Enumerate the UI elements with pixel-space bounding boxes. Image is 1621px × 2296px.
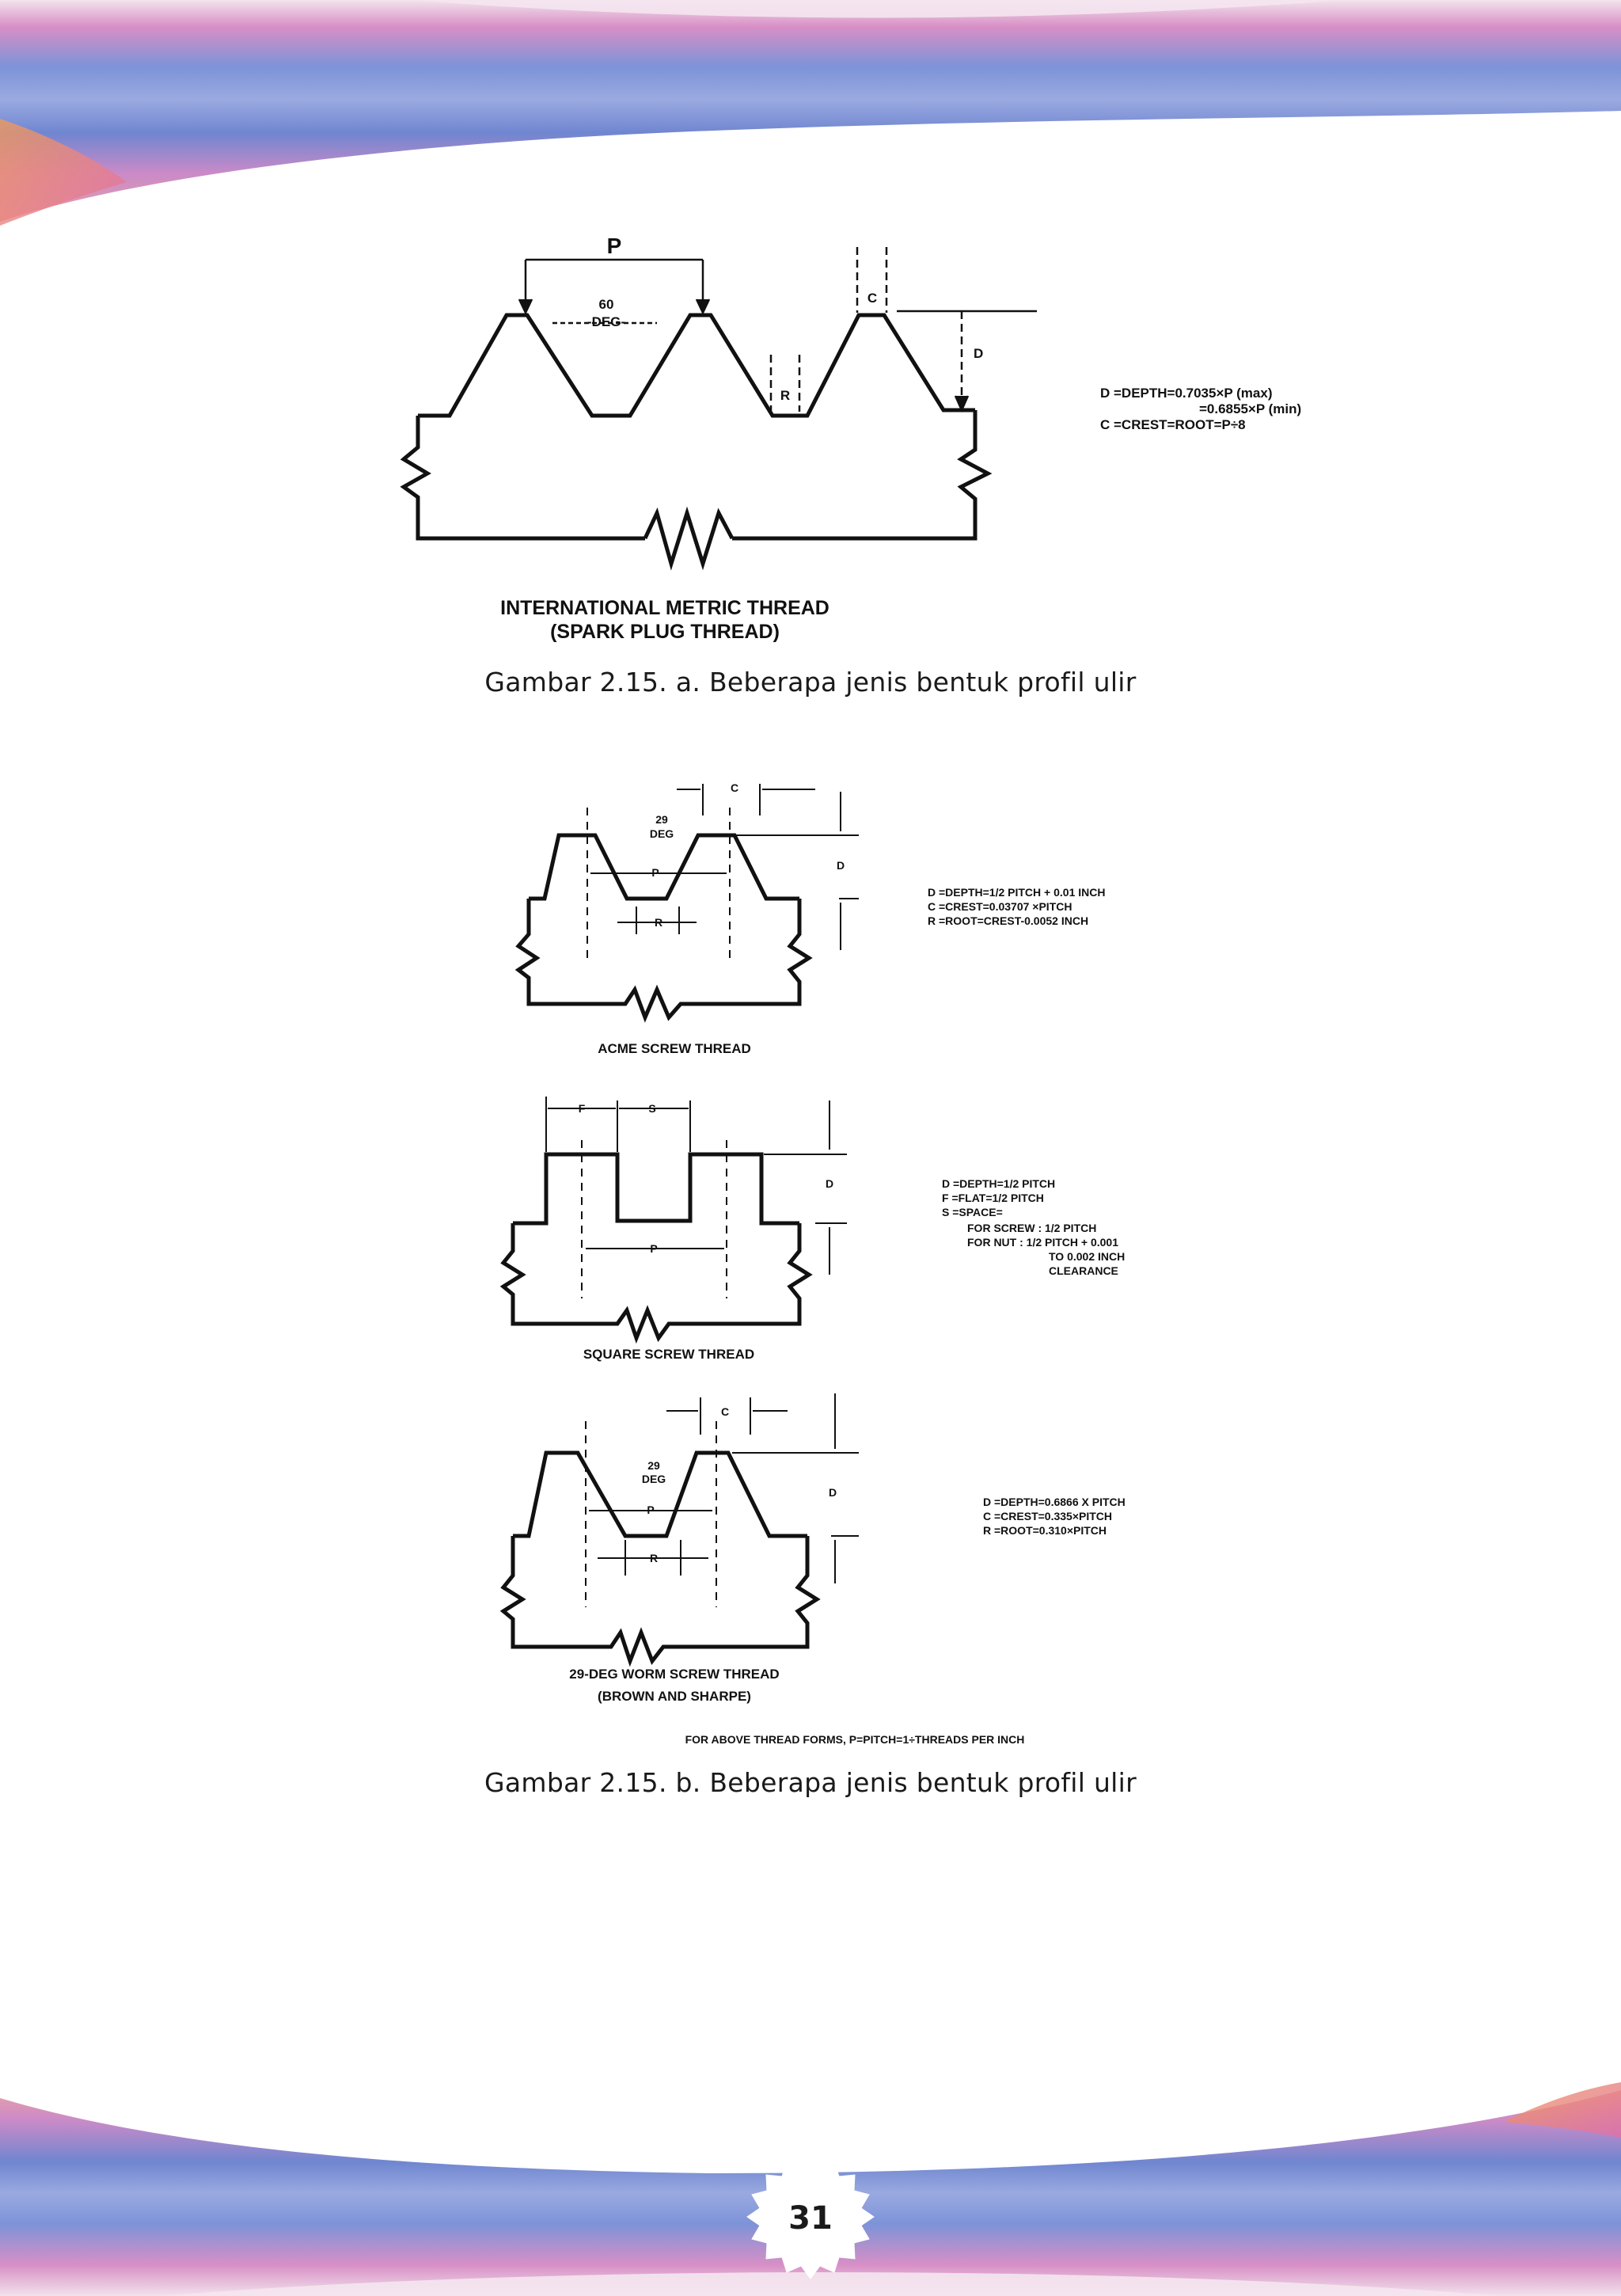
worm-formula-2: C =CREST=0.335×PITCH — [983, 1510, 1113, 1522]
worm-label-r: R — [649, 1552, 659, 1564]
square-label-p: P — [650, 1242, 658, 1255]
square-formula-4: FOR SCREW : 1/2 PITCH — [967, 1222, 1097, 1234]
caption-figure-b: Gambar 2.15. b. Beberapa jenis bentuk profil ulir — [484, 1767, 1137, 1798]
metric-label-c: C — [867, 291, 878, 306]
page-number: 31 — [788, 2200, 833, 2237]
square-title: SQUARE SCREW THREAD — [583, 1347, 755, 1362]
square-label-s: S — [648, 1102, 656, 1115]
metric-label-angle-unit: -DEG- — [587, 314, 626, 329]
square-formula-7: CLEARANCE — [1049, 1264, 1118, 1277]
caption-figure-a: Gambar 2.15. a. Beberapa jenis bentuk profil ulir — [484, 667, 1137, 698]
worm-label-p: P — [647, 1503, 655, 1516]
acme-formula-3: R =ROOT=CREST-0.0052 INCH — [928, 914, 1089, 927]
square-label-f: F — [578, 1102, 586, 1115]
metric-title-2: (SPARK PLUG THREAD) — [550, 621, 780, 643]
thread-forms-footnote: FOR ABOVE THREAD FORMS, P=PITCH=1÷THREADS PER INCH — [685, 1733, 1025, 1746]
acme-label-r: R — [654, 916, 663, 929]
acme-formula-1: D =DEPTH=1/2 PITCH + 0.01 INCH — [928, 886, 1106, 899]
metric-label-r: R — [780, 388, 791, 403]
metric-title-1: INTERNATIONAL METRIC THREAD — [500, 597, 829, 619]
square-formula-2: F =FLAT=1/2 PITCH — [942, 1192, 1044, 1204]
square-formula-5: FOR NUT : 1/2 PITCH + 0.001 — [967, 1236, 1118, 1249]
square-thread-profile — [513, 1154, 799, 1223]
worm-formula-1: D =DEPTH=0.6866 X PITCH — [983, 1496, 1126, 1508]
worm-label-angle-unit: DEG — [641, 1473, 666, 1485]
metric-label-d: D — [974, 346, 984, 361]
acme-label-p: P — [651, 866, 659, 879]
worm-label-angle-value: 29 — [647, 1459, 660, 1472]
acme-formula-2: C =CREST=0.03707 ×PITCH — [928, 900, 1072, 913]
square-formula-3: S =SPACE= — [942, 1206, 1003, 1218]
metric-formula-2: =0.6855×P (min) — [1199, 401, 1302, 416]
metric-formula-3: C =CREST=ROOT=P÷8 — [1100, 417, 1246, 432]
worm-title-1: 29-DEG WORM SCREW THREAD — [569, 1667, 780, 1682]
worm-label-c: C — [720, 1405, 730, 1418]
acme-label-c: C — [730, 781, 739, 794]
acme-body — [518, 899, 809, 1017]
acme-title: ACME SCREW THREAD — [598, 1041, 751, 1056]
worm-body — [503, 1536, 817, 1661]
square-body — [503, 1223, 809, 1338]
acme-label-d: D — [836, 859, 845, 872]
worm-title-2: (BROWN AND SHARPE) — [598, 1689, 751, 1704]
worm-formula-3: R =ROOT=0.310×PITCH — [983, 1524, 1107, 1537]
square-label-d: D — [825, 1177, 834, 1190]
worm-label-d: D — [828, 1486, 837, 1499]
metric-label-angle-value: 60 — [598, 297, 614, 312]
acme-label-angle-value: 29 — [655, 813, 668, 826]
acme-label-angle-unit: DEG — [649, 827, 674, 840]
metric-formula-1: D =DEPTH=0.7035×P (max) — [1100, 386, 1273, 401]
acme-thread-profile — [529, 835, 799, 899]
metric-label-p: P — [606, 234, 622, 258]
worm-thread-profile — [513, 1453, 807, 1536]
square-formula-1: D =DEPTH=1/2 PITCH — [942, 1177, 1056, 1190]
square-formula-6: TO 0.002 INCH — [1049, 1250, 1126, 1263]
